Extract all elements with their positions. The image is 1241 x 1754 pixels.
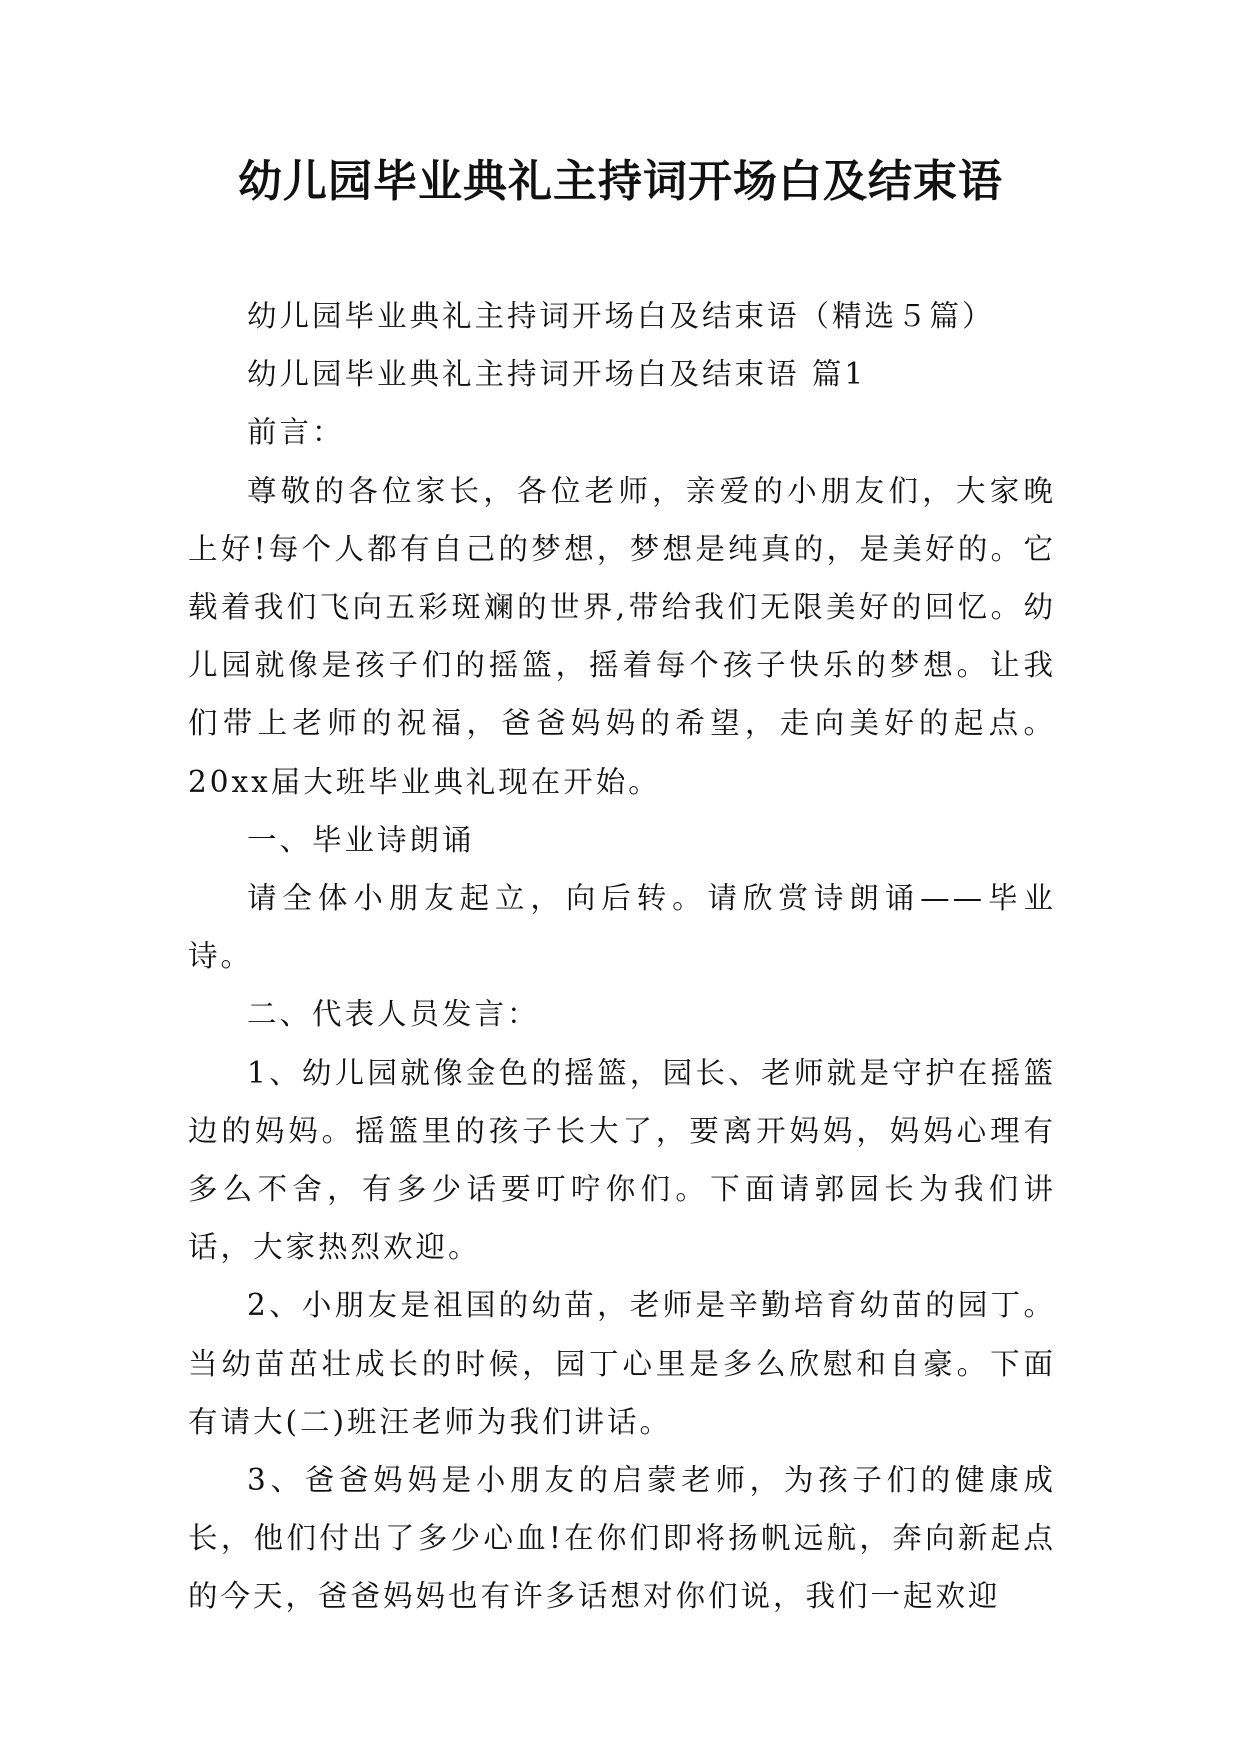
preface-label: 前言： [247, 415, 345, 450]
item-heading: 一、毕业诗朗诵 [247, 822, 475, 857]
document-body [188, 287, 1056, 1626]
document-title: 幼儿园毕业典礼主持词开场白及结束语 [238, 156, 1003, 207]
subtitle-paragraph: 幼儿园毕业典礼主持词开场白及结束语（精选５篇） [247, 299, 995, 333]
item-heading: 二、代表人员发言： [247, 997, 540, 1032]
body-paragraph: 2、小朋友是祖国的幼苗，老师是辛勤培育幼苗的园丁。当幼苗茁壮成长的时候，园丁心里是多么欣慰和自豪。下面有请大(二)班汪老师为我们讲话。 [188, 1288, 1056, 1439]
section-heading: 幼儿园毕业典礼主持词开场白及结束语 篇1 [247, 357, 867, 392]
body-paragraph: 请全体小朋友起立，向后转。请欣赏诗朗诵——毕业诗。 [188, 881, 1056, 974]
body-paragraph: 尊敬的各位家长，各位老师，亲爱的小朋友们，大家晚上好!每个人都有自己的梦想，梦想是纯真的，是美好的。它载着我们飞向五彩斑斓的世界,带给我们无限美好的回忆。幼儿园就像是孩子们的摇篮，摇着每个孩子快乐的梦想。让我们带上老师的祝福，爸爸妈妈的希望，走向美好的起点。20xx届大班毕业典礼现在开始。 [188, 473, 1056, 799]
body-paragraph: 3、爸爸妈妈是小朋友的启蒙老师，为孩子们的健康成长，他们付出了多少心血!在你们即将扬帆远航，奔向新起点的今天，爸爸妈妈也有许多话想对你们说，我们一起欢迎 [188, 1463, 1056, 1614]
body-paragraph: 1、幼儿园就像金色的摇篮，园长、老师就是守护在摇篮边的妈妈。摇篮里的孩子长大了，要离开妈妈，妈妈心理有多么不舍，有多少话要叮咛你们。下面请郭园长为我们讲话，大家热烈欢迎。 [188, 1055, 1056, 1265]
